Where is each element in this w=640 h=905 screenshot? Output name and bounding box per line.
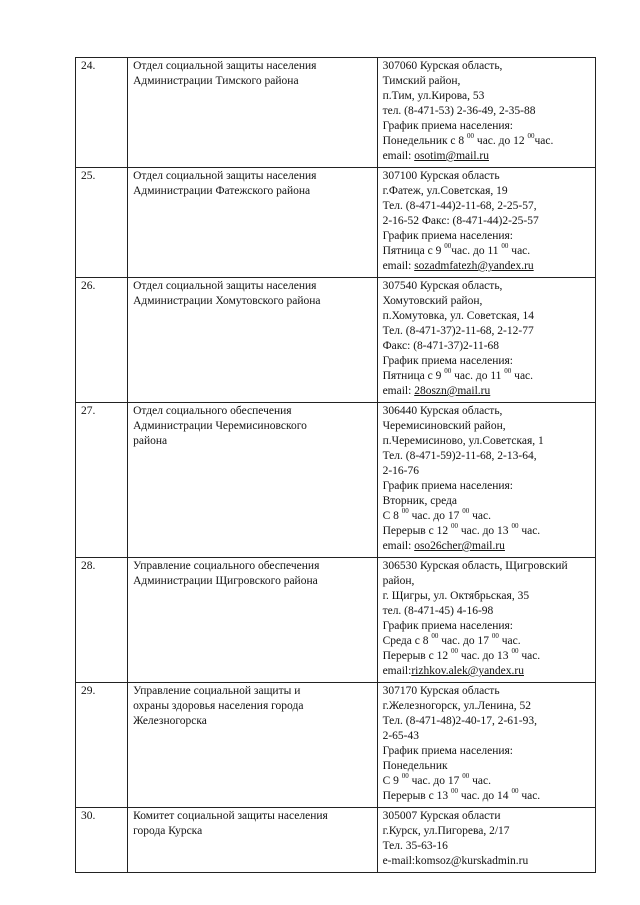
contact-cell xyxy=(377,558,595,683)
address-line: 306440 Курская область, xyxy=(382,405,503,417)
organization-cell xyxy=(128,58,377,168)
organization-cell xyxy=(128,168,377,278)
schedule-label: График приема населения: xyxy=(382,620,513,632)
schedule-label: График приема населения: xyxy=(382,480,513,492)
superscript-minutes: 00 xyxy=(511,787,519,795)
schedule-hours: Пятница с 9 $^{00}$ час. до 11 $^{00}$ час. xyxy=(382,367,534,382)
schedule-hours: Перерыв с 12 $^{00}$ час. до 13 $^{00}$ час. xyxy=(382,647,541,662)
superscript-minutes: 00 xyxy=(467,132,475,140)
table-row xyxy=(76,683,596,808)
organization-name-line: Администрации Хомутовского района xyxy=(133,295,321,307)
email-line: email: osotim@mail.ru xyxy=(382,150,489,162)
organization-name-line: охраны здоровья населения города xyxy=(133,700,304,712)
address-line: Тел. (8-471-48)2-40-17, 2-61-93, xyxy=(382,715,538,727)
row-number-cell xyxy=(76,808,128,873)
address-line: 307170 Курская область xyxy=(382,685,500,697)
organization-cell xyxy=(128,403,377,558)
organization-name-line: Управление социального обеспечения xyxy=(133,560,320,572)
schedule-hours: Перерыв с 12 $^{00}$ час. до 13 $^{00}$ час. xyxy=(382,522,541,537)
email-line: email: 28oszn@mail.ru xyxy=(382,385,491,397)
row-number-cell xyxy=(76,278,128,403)
schedule-hours: Перерыв с 13 $^{00}$ час. до 14 $^{00}$ час. xyxy=(382,787,541,802)
organization-name-line: Отдел социальной защиты населения xyxy=(133,280,317,292)
table-row xyxy=(76,558,596,683)
superscript-minutes: 00 xyxy=(444,242,452,250)
address-line: 305007 Курская области xyxy=(382,810,501,822)
cell-spacer xyxy=(383,869,592,871)
contact-cell xyxy=(377,278,595,403)
cell-spacer xyxy=(383,804,592,806)
superscript-minutes: 00 xyxy=(462,772,470,780)
superscript-minutes: 00 xyxy=(450,787,458,795)
offices-table xyxy=(75,57,596,873)
schedule-label: График приема населения: xyxy=(382,355,513,367)
schedule-hours: Пятница с 9 $^{00}$час. до 11 $^{00}$ час. xyxy=(382,242,531,257)
organization-cell xyxy=(128,278,377,403)
address-line: Хомутовский район, xyxy=(382,295,483,307)
schedule-label: График приема населения: xyxy=(382,230,513,242)
address-line: Тел. (8-471-59)2-11-68, 2-13-64, xyxy=(382,450,537,462)
organization-name-line: Отдел социальной защиты населения xyxy=(133,60,317,72)
address-line: 307060 Курская область, xyxy=(382,60,503,72)
schedule-days: Вторник, среда xyxy=(382,495,458,507)
schedule-hours: С 9 $^{00}$ час. до 17 $^{00}$ час. xyxy=(382,772,491,787)
address-line: Тимский район, xyxy=(382,75,461,87)
email-line: email:rizhkov.alek@yandex.ru xyxy=(382,665,524,677)
cell-spacer xyxy=(383,399,592,401)
schedule-hours: С 8 $^{00}$ час. до 17 $^{00}$ час. xyxy=(382,507,491,522)
organization-name-line: Администрации Щигровского района xyxy=(133,575,318,587)
email-line: email: oso26cher@mail.ru xyxy=(382,540,505,552)
row-number: 29. xyxy=(81,685,96,697)
organization-name-line: Отдел социальной защиты населения xyxy=(133,170,317,182)
email-line: email: sozadmfatezh@yandex.ru xyxy=(382,260,534,272)
address-line: 306530 Курская область, Щигровский xyxy=(382,560,568,572)
table-row xyxy=(76,168,596,278)
superscript-minutes: 00 xyxy=(401,507,409,515)
row-number: 28. xyxy=(81,560,96,572)
address-line: Тел. 35-63-16 xyxy=(382,840,448,852)
organization-name-line: Управление социальной защиты и xyxy=(133,685,301,697)
organization-name-line: Администрации Фатежского района xyxy=(133,185,311,197)
address-line: тел. (8-471-45) 4-16-98 xyxy=(382,605,494,617)
superscript-minutes: 00 xyxy=(527,132,535,140)
address-line: Черемисиновский район, xyxy=(382,420,506,432)
organization-name-line: Администрации Тимского района xyxy=(133,75,299,87)
address-line: район, xyxy=(382,575,415,587)
address-line: г.Курск, ул.Пигорева, 2/17 xyxy=(382,825,510,837)
organization-name-line: Администрации Черемисиновского xyxy=(133,420,307,432)
table-row xyxy=(76,58,596,168)
row-number-cell xyxy=(76,403,128,558)
email-link[interactable]: rizhkov.alek@yandex.ru xyxy=(411,665,524,677)
superscript-minutes: 00 xyxy=(491,632,499,640)
row-number-cell xyxy=(76,558,128,683)
row-number-cell xyxy=(76,683,128,808)
row-number: 25. xyxy=(81,170,96,182)
address-line: п.Тим, ул.Кирова, 53 xyxy=(382,90,485,102)
address-line: Факс: (8-471-37)2-11-68 xyxy=(382,340,500,352)
superscript-minutes: 00 xyxy=(401,772,409,780)
organization-cell xyxy=(128,683,377,808)
row-number: 26. xyxy=(81,280,96,292)
superscript-minutes: 00 xyxy=(462,507,470,515)
organization-name-line: города Курска xyxy=(133,825,203,837)
row-number: 24. xyxy=(81,60,96,72)
organization-cell xyxy=(128,808,377,873)
row-number-cell xyxy=(76,58,128,168)
table-row xyxy=(76,278,596,403)
email-link[interactable]: osotim@mail.ru xyxy=(414,150,489,162)
superscript-minutes: 00 xyxy=(511,647,519,655)
schedule-hours: Понедельник с 8 $^{00}$ час. до 12 $^{00}$час. xyxy=(382,132,554,147)
superscript-minutes: 00 xyxy=(504,367,512,375)
table-row xyxy=(76,403,596,558)
cell-spacer xyxy=(383,554,592,556)
superscript-minutes: 00 xyxy=(431,632,439,640)
address-line: e-mail:komsoz@kurskadmin.ru xyxy=(382,855,529,867)
organization-cell xyxy=(128,558,377,683)
superscript-minutes: 00 xyxy=(501,242,509,250)
address-line: 307100 Курская область xyxy=(382,170,500,182)
organization-name-line: Комитет социальной защиты населения xyxy=(133,810,328,822)
cell-spacer xyxy=(383,274,592,276)
row-number-cell xyxy=(76,168,128,278)
email-link[interactable]: sozadmfatezh@yandex.ru xyxy=(414,260,534,272)
address-line: 2-16-52 Факс: (8-471-44)2-25-57 xyxy=(382,215,539,227)
schedule-hours: Среда с 8 $^{00}$ час. до 17 $^{00}$ час. xyxy=(382,632,521,647)
offices-table-body xyxy=(76,58,596,873)
address-line: 2-65-43 xyxy=(382,730,419,742)
email-link[interactable]: oso26cher@mail.ru xyxy=(414,540,505,552)
address-line: 2-16-76 xyxy=(382,465,419,477)
cell-spacer xyxy=(383,164,592,166)
organization-name-line: Железногорска xyxy=(133,715,207,727)
superscript-minutes: 00 xyxy=(450,522,458,530)
contact-cell xyxy=(377,808,595,873)
organization-name-line: района xyxy=(133,435,168,447)
contact-cell xyxy=(377,58,595,168)
contact-cell xyxy=(377,168,595,278)
superscript-minutes: 00 xyxy=(450,647,458,655)
address-line: г.Фатеж, ул.Советская, 19 xyxy=(382,185,508,197)
address-line: тел. (8-471-53) 2-36-49, 2-35-88 xyxy=(382,105,536,117)
address-line: п.Хомутовка, ул. Советская, 14 xyxy=(382,310,534,322)
schedule-label: График приема населения: xyxy=(382,745,513,757)
contact-cell xyxy=(377,683,595,808)
contact-cell xyxy=(377,403,595,558)
superscript-minutes: 00 xyxy=(511,522,519,530)
address-line: Тел. (8-471-44)2-11-68, 2-25-57, xyxy=(382,200,537,212)
address-line: п.Черемисиново, ул.Советская, 1 xyxy=(382,435,544,447)
schedule-label: График приема населения: xyxy=(382,120,513,132)
row-number: 30. xyxy=(81,810,96,822)
superscript-minutes: 00 xyxy=(444,367,452,375)
organization-name-line: Отдел социального обеспечения xyxy=(133,405,292,417)
table-row xyxy=(76,808,596,873)
schedule-days: Понедельник xyxy=(382,760,448,772)
address-line: Тел. (8-471-37)2-11-68, 2-12-77 xyxy=(382,325,534,337)
email-link[interactable]: 28oszn@mail.ru xyxy=(414,385,491,397)
row-number: 27. xyxy=(81,405,96,417)
address-line: г. Щигры, ул. Октябрьская, 35 xyxy=(382,590,530,602)
address-line: 307540 Курская область, xyxy=(382,280,503,292)
address-line: г.Железногорск, ул.Ленина, 52 xyxy=(382,700,531,712)
cell-spacer xyxy=(383,679,592,681)
